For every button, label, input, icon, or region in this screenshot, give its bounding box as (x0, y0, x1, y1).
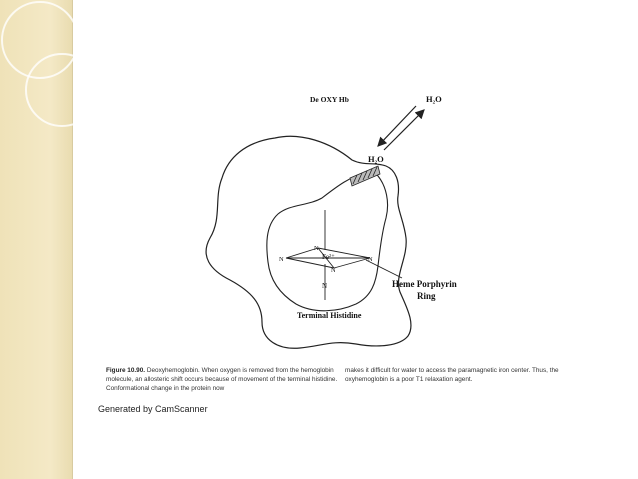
water-exit-arrow (384, 110, 424, 150)
figure-caption-left (106, 366, 340, 393)
nitrogen-label-bottom: N (331, 267, 336, 274)
heme-label-line2: Ring (417, 291, 436, 301)
histidine-nitrogen-label: N (322, 282, 328, 290)
generated-by-label: Generated by CamScanner (98, 404, 208, 414)
heme-pocket-outline (267, 171, 388, 311)
diagram-title: De OXY Hb (310, 95, 349, 104)
water-entry-arrow (378, 106, 416, 146)
figure-number: Figure 10.90. (106, 367, 146, 374)
histidine-label: Terminal Histidine (297, 311, 362, 320)
water-molecule-outside: H₂O (426, 94, 442, 104)
nitrogen-label-left: N (279, 256, 284, 263)
water-gate-hatching (350, 166, 380, 186)
nitrogen-label-right: N (368, 256, 373, 263)
iron-label: Fe²⁺ (322, 253, 335, 261)
nitrogen-label-top: N (314, 245, 319, 252)
caption-right-text: makes it difficult for water to access the paramagnetic iron center. Thus, the oxyhemoglobin is a poor T1 relaxation agent. (345, 367, 559, 383)
water-molecule-gate: H₂O (368, 154, 384, 164)
figure-caption-right (345, 366, 577, 384)
heme-label-line1: Heme Porphyrin (392, 279, 457, 289)
caption-left-text: Deoxyhemoglobin. When oxygen is removed from the hemoglobin molecule, an allosteric shift occurs because of movement of the terminal histidine. Conformational change in the protein now (106, 367, 338, 392)
